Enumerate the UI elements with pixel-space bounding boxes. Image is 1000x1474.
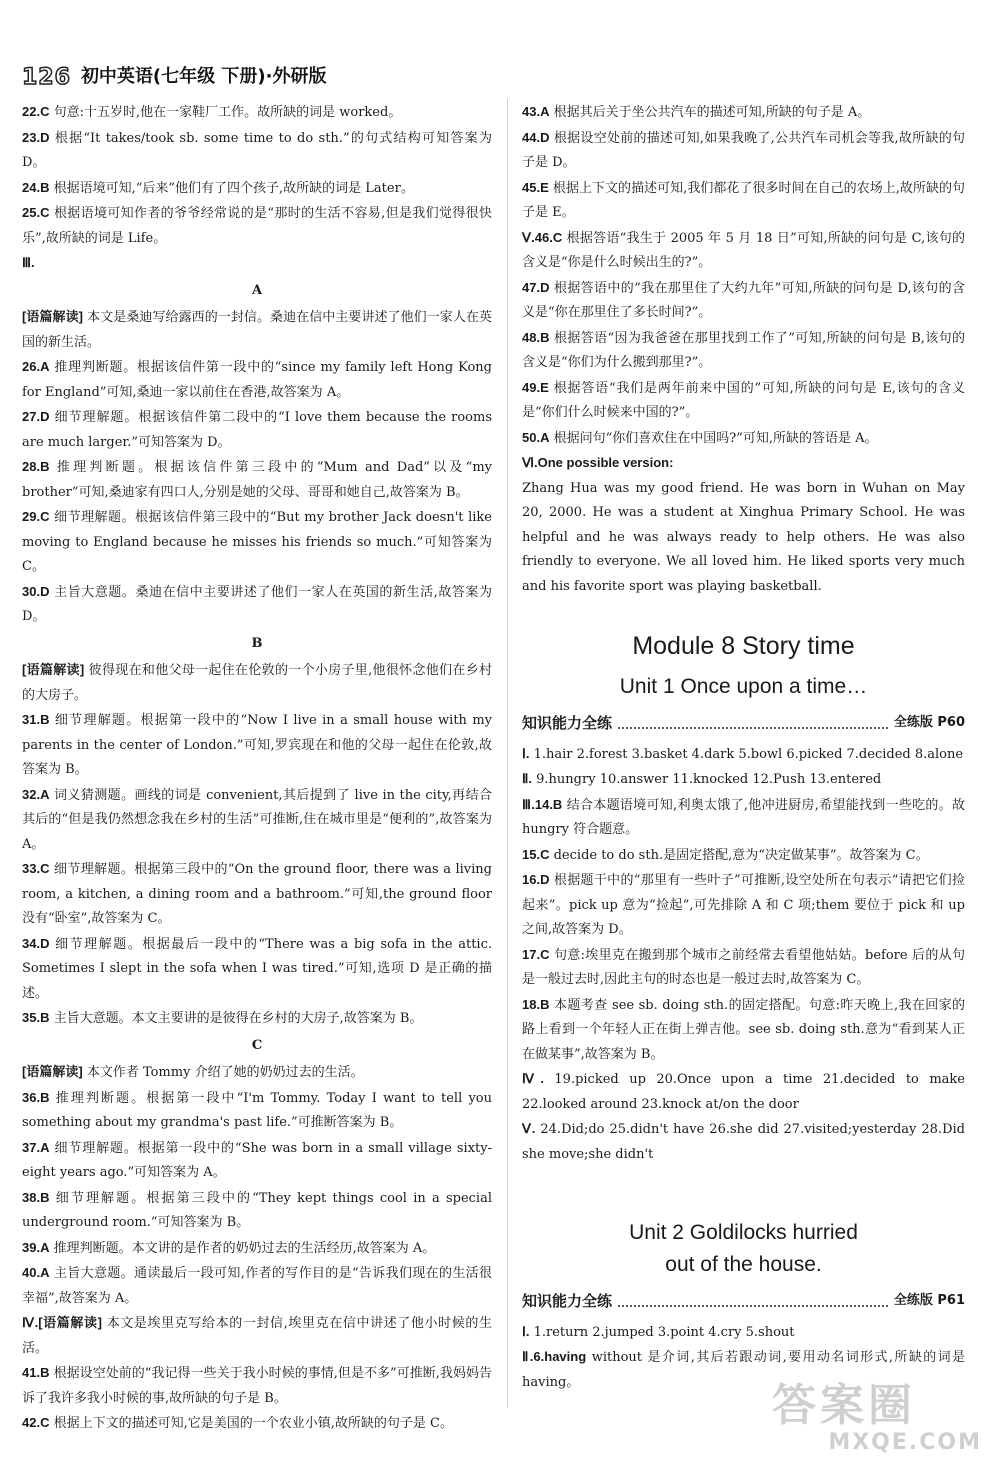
item-text: 句意:十五岁时,他在一家鞋厂工作。故所缺的词是 worked。 xyxy=(53,105,402,120)
item-text: 根据上下文的描述可知,它是美国的一个农业小镇,故所缺的句子是 C。 xyxy=(53,1416,453,1431)
answer-item xyxy=(522,126,965,176)
dotted-leader xyxy=(618,1295,888,1307)
item-number: 18.B xyxy=(522,996,550,1012)
item-text: 细节理解题。根据最后一段中的“There was a big sofa in the attic. Sometimes I slept in the sofa when I was tired.”可知,选项 D 是正确的描述。 xyxy=(22,936,492,1001)
item-number: 27.D xyxy=(22,409,50,424)
item-number: 24.B xyxy=(22,179,50,195)
item-number: 37.A xyxy=(22,1139,50,1155)
item-number: Ⅲ.14.B xyxy=(522,796,563,812)
item-number: 35.B xyxy=(22,1010,50,1025)
item-text: 词义猜测题。画线的词是 convenient,其后提到了 live in the city,再结合其后的“但是我仍然想念我在乡村的生活”可推断,住在城市里是“便利的”,故答案为 A。 xyxy=(22,787,492,852)
unit1-section-label: 知识能力全练 xyxy=(522,714,613,732)
answer-item xyxy=(522,993,965,1068)
item-text: 本文是埃里克写给本的一封信,埃里克在信中讲述了他小时候的生活。 xyxy=(22,1316,492,1356)
passage-heading: A xyxy=(251,282,263,298)
answer-item xyxy=(22,580,492,630)
item-text: 根据答语“我们是两年前来中国的”可知,所缺的问句是 E,该句的含义是“你们什么时候来中国的?”。 xyxy=(522,380,965,420)
item-number: 45.E xyxy=(522,179,549,195)
item-number: Ⅵ.One possible version: xyxy=(522,455,674,470)
item-number: [语篇解读] xyxy=(22,309,83,324)
module-title: Module 8 Story time xyxy=(632,632,855,660)
page-header xyxy=(22,50,327,90)
answer-item xyxy=(22,1186,492,1236)
item-number: 49.E xyxy=(522,379,549,395)
item-text: 根据问句“你们喜欢住在中国吗?”可知,所缺的答语是 A。 xyxy=(553,430,878,446)
item-text: 根据其后关于坐公共汽车的描述可知,所缺的句子是 A。 xyxy=(553,105,871,120)
item-number: 32.A xyxy=(22,786,50,802)
item-text: 19.picked up 20.Once upon a time 21.decided to make 22.looked around 23.knock at/on the door xyxy=(522,1072,965,1112)
item-number: 28.B xyxy=(22,459,50,474)
answer-item xyxy=(22,251,492,277)
answer-item xyxy=(22,708,492,783)
answer-item xyxy=(522,1320,965,1346)
item-text: 根据答语“因为我爸爸在那里找到工作了”可知,所缺的问句是 B,该句的含义是“你们为什么搬到那里?”。 xyxy=(522,330,965,370)
watermark-url: MXQE.COM xyxy=(828,1430,982,1455)
item-text: 主旨大意题。本文主要讲的是彼得在乡村的大房子,故答案为 B。 xyxy=(53,1011,423,1026)
unit2-title-line1: Unit 2 Goldilocks hurried xyxy=(629,1221,858,1244)
item-text: 根据设空处前的“我记得一些关于我小时候的事情,但是不多”可推断,我妈妈告诉了我许多我小时候的事,故所缺的句子是 B。 xyxy=(22,1366,492,1406)
answer-item xyxy=(522,742,965,768)
unit2-page-ref: 全练版 P61 xyxy=(893,1293,965,1308)
item-number: Ⅱ. xyxy=(522,771,533,786)
item-text: 根据上下文的描述可知,我们都花了很多时间在自己的农场上,故所缺的句子是 E。 xyxy=(522,180,966,220)
right-column xyxy=(522,100,965,1395)
passage-heading: B xyxy=(251,635,263,651)
item-number: 42.C xyxy=(22,1415,50,1430)
unit2-section-label: 知识能力全练 xyxy=(522,1292,613,1310)
item-number: 23.D xyxy=(22,129,50,145)
item-number: 22.C xyxy=(22,104,50,119)
answer-item xyxy=(22,176,492,202)
item-text: 细节理解题。根据第三段中的“They kept things cool in a special underground room.”可知答案为 B。 xyxy=(22,1190,492,1230)
item-text: 根据题干中的“那里有一些叶子”可推断,设空处所在句表示“请把它们捡起来”。pick up 意为“捡起”,可先排除 A 和 C 项;them 要位于 pick 和 up 之间,故答案为 D。 xyxy=(522,873,965,937)
answer-item xyxy=(522,451,965,477)
item-number: Ⅰ. xyxy=(522,1323,530,1339)
answer-item xyxy=(522,426,965,452)
answer-item xyxy=(22,1311,492,1361)
watermark-logo xyxy=(772,1382,982,1462)
answer-item xyxy=(522,226,965,276)
answer-item xyxy=(22,100,492,126)
item-number: Ⅴ. xyxy=(522,1121,536,1136)
dotted-leader xyxy=(618,717,888,729)
item-number: 50.A xyxy=(522,429,550,445)
book-title: 初中英语(七年级 下册)·外研版 xyxy=(80,66,327,87)
item-number: 40.A xyxy=(22,1265,50,1280)
item-text: 根据答语“我生于 2005 年 5 月 18 日”可知,所缺的问句是 C,该句的含义是“你是什么时候出生的?”。 xyxy=(522,230,966,270)
item-number: 31.B xyxy=(22,712,50,727)
item-number: 30.D xyxy=(22,583,50,599)
answer-item xyxy=(522,326,965,376)
answer-item xyxy=(22,1361,492,1411)
right-answers xyxy=(522,100,965,599)
answer-item xyxy=(522,176,965,226)
item-number: Ⅰ. xyxy=(522,745,530,761)
item-text: 推理判断题。根据该信件第三段中的“Mum and Dad”以及“my brother”可知,桑迪家有四口人,分别是她的父母、哥哥和她自己,故答案为 B。 xyxy=(22,460,492,500)
item-number: 43.A xyxy=(522,104,550,119)
watermark-text: 答案圈 xyxy=(772,1380,916,1431)
answer-item xyxy=(522,843,965,869)
answer-item xyxy=(522,943,965,993)
item-text: 根据语境可知作者的爷爷经常说的是“那时的生活不容易,但是我们觉得很快乐”,故所缺的词是 Life。 xyxy=(22,206,492,246)
item-text: 细节理解题。根据第一段中的“Now I live in a small house with my parents in the center of London.”可知,罗宾现在和他的父母一起住在伦敦,故答案为 B。 xyxy=(22,713,493,777)
item-number: Ⅳ. xyxy=(522,1071,544,1086)
answer-item xyxy=(22,405,492,455)
item-number: 44.D xyxy=(522,129,550,145)
item-number: 48.B xyxy=(522,329,550,345)
item-number: [语篇解读] xyxy=(22,662,85,677)
answer-item xyxy=(22,505,492,580)
item-text: 本文是桑迪写给露西的一封信。桑迪在信中主要讲述了他们一家人在英国的新生活。 xyxy=(22,310,492,350)
item-text: 主旨大意题。桑迪在信中主要讲述了他们一家人在英国的新生活,故答案为 D。 xyxy=(22,584,492,624)
left-column xyxy=(22,100,492,1437)
item-number: 47.D xyxy=(522,279,550,295)
item-text: 1.return 2.jumped 3.point 4.cry 5.shout xyxy=(533,1324,795,1340)
item-text: decide to do sth.是固定搭配,意为“决定做某事”。故答案为 C。 xyxy=(553,847,929,863)
item-number: 36.B xyxy=(22,1089,50,1105)
item-text: 细节理解题。根据第一段中的“She was born in a small village sixty-eight years ago.”可知答案为 A。 xyxy=(22,1140,492,1180)
answer-item xyxy=(22,783,492,858)
item-text: 本题考查 see sb. doing sth.的固定搭配。句意:昨天晚上,我在回家的路上看到一个年轻人正在街上弹吉他。see sb. doing sth.意为“看到某人正在做某事”,故答案为 B。 xyxy=(522,997,965,1062)
answer-item xyxy=(22,1136,492,1186)
answer-item xyxy=(22,305,492,355)
item-number: 25.C xyxy=(22,205,50,220)
answer-item xyxy=(522,793,965,843)
item-text: 细节理解题。根据该信件第三段中的“But my brother Jack doesn't like moving to England because he misses his friends so much.”可知答案为 C。 xyxy=(22,510,492,574)
answer-item xyxy=(522,100,965,126)
unit1-page-ref: 全练版 P60 xyxy=(893,715,965,730)
item-text: 9.hungry 10.answer 11.knocked 12.Push 13.entered xyxy=(536,772,882,787)
answer-item xyxy=(22,355,492,405)
item-text: 彼得现在和他父母一起住在伦敦的一个小房子里,他很怀念他们在乡村的大房子。 xyxy=(22,663,492,703)
item-text: 推理判断题。根据该信件第一段中的“since my family left Hong Kong for England”可知,桑迪一家以前住在香港,故答案为 A。 xyxy=(22,360,492,400)
answer-item xyxy=(22,201,492,251)
answer-item xyxy=(22,1086,492,1136)
answer-item xyxy=(22,1411,492,1437)
answer-item xyxy=(22,1060,492,1086)
item-number: 38.B xyxy=(22,1189,50,1205)
page-number: 126 xyxy=(22,65,71,90)
item-text: Zhang Hua was my good friend. He was born in Wuhan on May 20, 2000. He was a student at Xinghua Primary School. He was helpful and he was always ready to help others. He was also friendly to everyone. We all loved him. He liked sports very much and his favorite sport was playing basketball. xyxy=(522,480,965,594)
unit2-title-line2: out of the house. xyxy=(665,1253,822,1276)
item-number: 16.D xyxy=(522,872,550,887)
item-number: 39.A xyxy=(22,1239,50,1255)
answer-item xyxy=(522,868,965,943)
answer-item xyxy=(22,1236,492,1262)
answer-item xyxy=(522,1067,965,1117)
answer-item xyxy=(522,477,965,600)
answer-item xyxy=(22,857,492,932)
item-number: Ⅲ. xyxy=(22,255,35,270)
answer-item xyxy=(522,276,965,326)
item-text: without 是介词,其后若跟动词,要用动名词形式,所缺的词是 having。 xyxy=(522,1350,965,1390)
answer-item xyxy=(522,1117,965,1167)
item-text: 根据答语中的“我在那里住了大约九年”可知,所缺的问句是 D,该句的含义是“你在那里住了多长时间?”。 xyxy=(522,280,965,320)
answer-item xyxy=(22,1261,492,1311)
answer-item xyxy=(22,126,492,176)
item-number: 26.A xyxy=(22,359,50,374)
item-number: Ⅴ.46.C xyxy=(522,229,563,245)
item-number: 34.D xyxy=(22,935,50,951)
answer-item xyxy=(522,767,965,793)
item-text: 细节理解题。根据该信件第二段中的“I love them because the rooms are much larger.”可知答案为 D。 xyxy=(22,410,492,450)
answer-item xyxy=(22,932,492,1007)
item-text: 根据设空处前的描述可知,如果我晚了,公共汽车司机会等我,故所缺的句子是 D。 xyxy=(522,130,965,170)
item-number: [语篇解读] xyxy=(22,1064,83,1079)
column-divider xyxy=(507,98,508,1408)
item-text: 根据语境可知,“后来”他们有了四个孩子,故所缺的词是 Later。 xyxy=(53,180,414,196)
unit1-title: Unit 1 Once upon a time… xyxy=(619,675,868,698)
item-text: 24.Did;do 25.didn't have 26.she did 27.visited;yesterday 28.Did she move;she didn't xyxy=(522,1122,965,1162)
unit1-section-bar xyxy=(522,711,965,736)
item-text: 根据“It takes/took sb. some time to do sth.”的句式结构可知答案为 D。 xyxy=(22,130,492,170)
item-text: 句意:埃里克在搬到那个城市之前经常去看望他姑姑。before 后的从句是一般过去时,因此主句的时态也是一般过去时,故答案为 C。 xyxy=(522,947,966,987)
passage-heading: C xyxy=(251,1037,263,1053)
item-text: 推理判断题。根据第一段中“I'm Tommy. Today I want to tell you something about my grandma's past life.”可推断答案为 B。 xyxy=(22,1090,492,1130)
item-number: 17.C xyxy=(522,946,550,962)
item-number: 41.B xyxy=(22,1365,50,1380)
answer-item xyxy=(22,1006,492,1032)
answer-item xyxy=(522,376,965,426)
item-number: Ⅱ.6.having xyxy=(522,1349,587,1364)
unit1-answers xyxy=(522,742,965,1168)
item-text: 本文作者 Tommy 介绍了她的奶奶过去的生活。 xyxy=(86,1065,364,1080)
item-text: 结合本题语境可知,利奥太饿了,他冲进厨房,希望能找到一些吃的。故 hungry 符合题意。 xyxy=(522,797,965,837)
item-number: Ⅳ.[语篇解读] xyxy=(22,1315,102,1330)
item-number: 15.C xyxy=(522,846,550,862)
unit2-section-bar xyxy=(522,1289,965,1314)
answer-item xyxy=(22,455,492,505)
answer-item xyxy=(22,658,492,708)
item-text: 推理判断题。本文讲的是作者的奶奶过去的生活经历,故答案为 A。 xyxy=(53,1240,436,1256)
item-number: 29.C xyxy=(22,509,50,524)
item-text: 主旨大意题。通读最后一段可知,作者的写作目的是“告诉我们现在的生活很幸福”,故答案为 A。 xyxy=(22,1266,492,1306)
item-text: 细节理解题。根据第三段中的“On the ground floor, there was a living room, a kitchen, a dining room and a bathroom.”可知,the ground floor 没有“卧室”,故答案为 C。 xyxy=(22,862,492,926)
item-number: 33.C xyxy=(22,861,50,876)
item-text: 1.hair 2.forest 3.basket 4.dark 5.bowl 6.picked 7.decided 8.alone xyxy=(533,746,964,762)
